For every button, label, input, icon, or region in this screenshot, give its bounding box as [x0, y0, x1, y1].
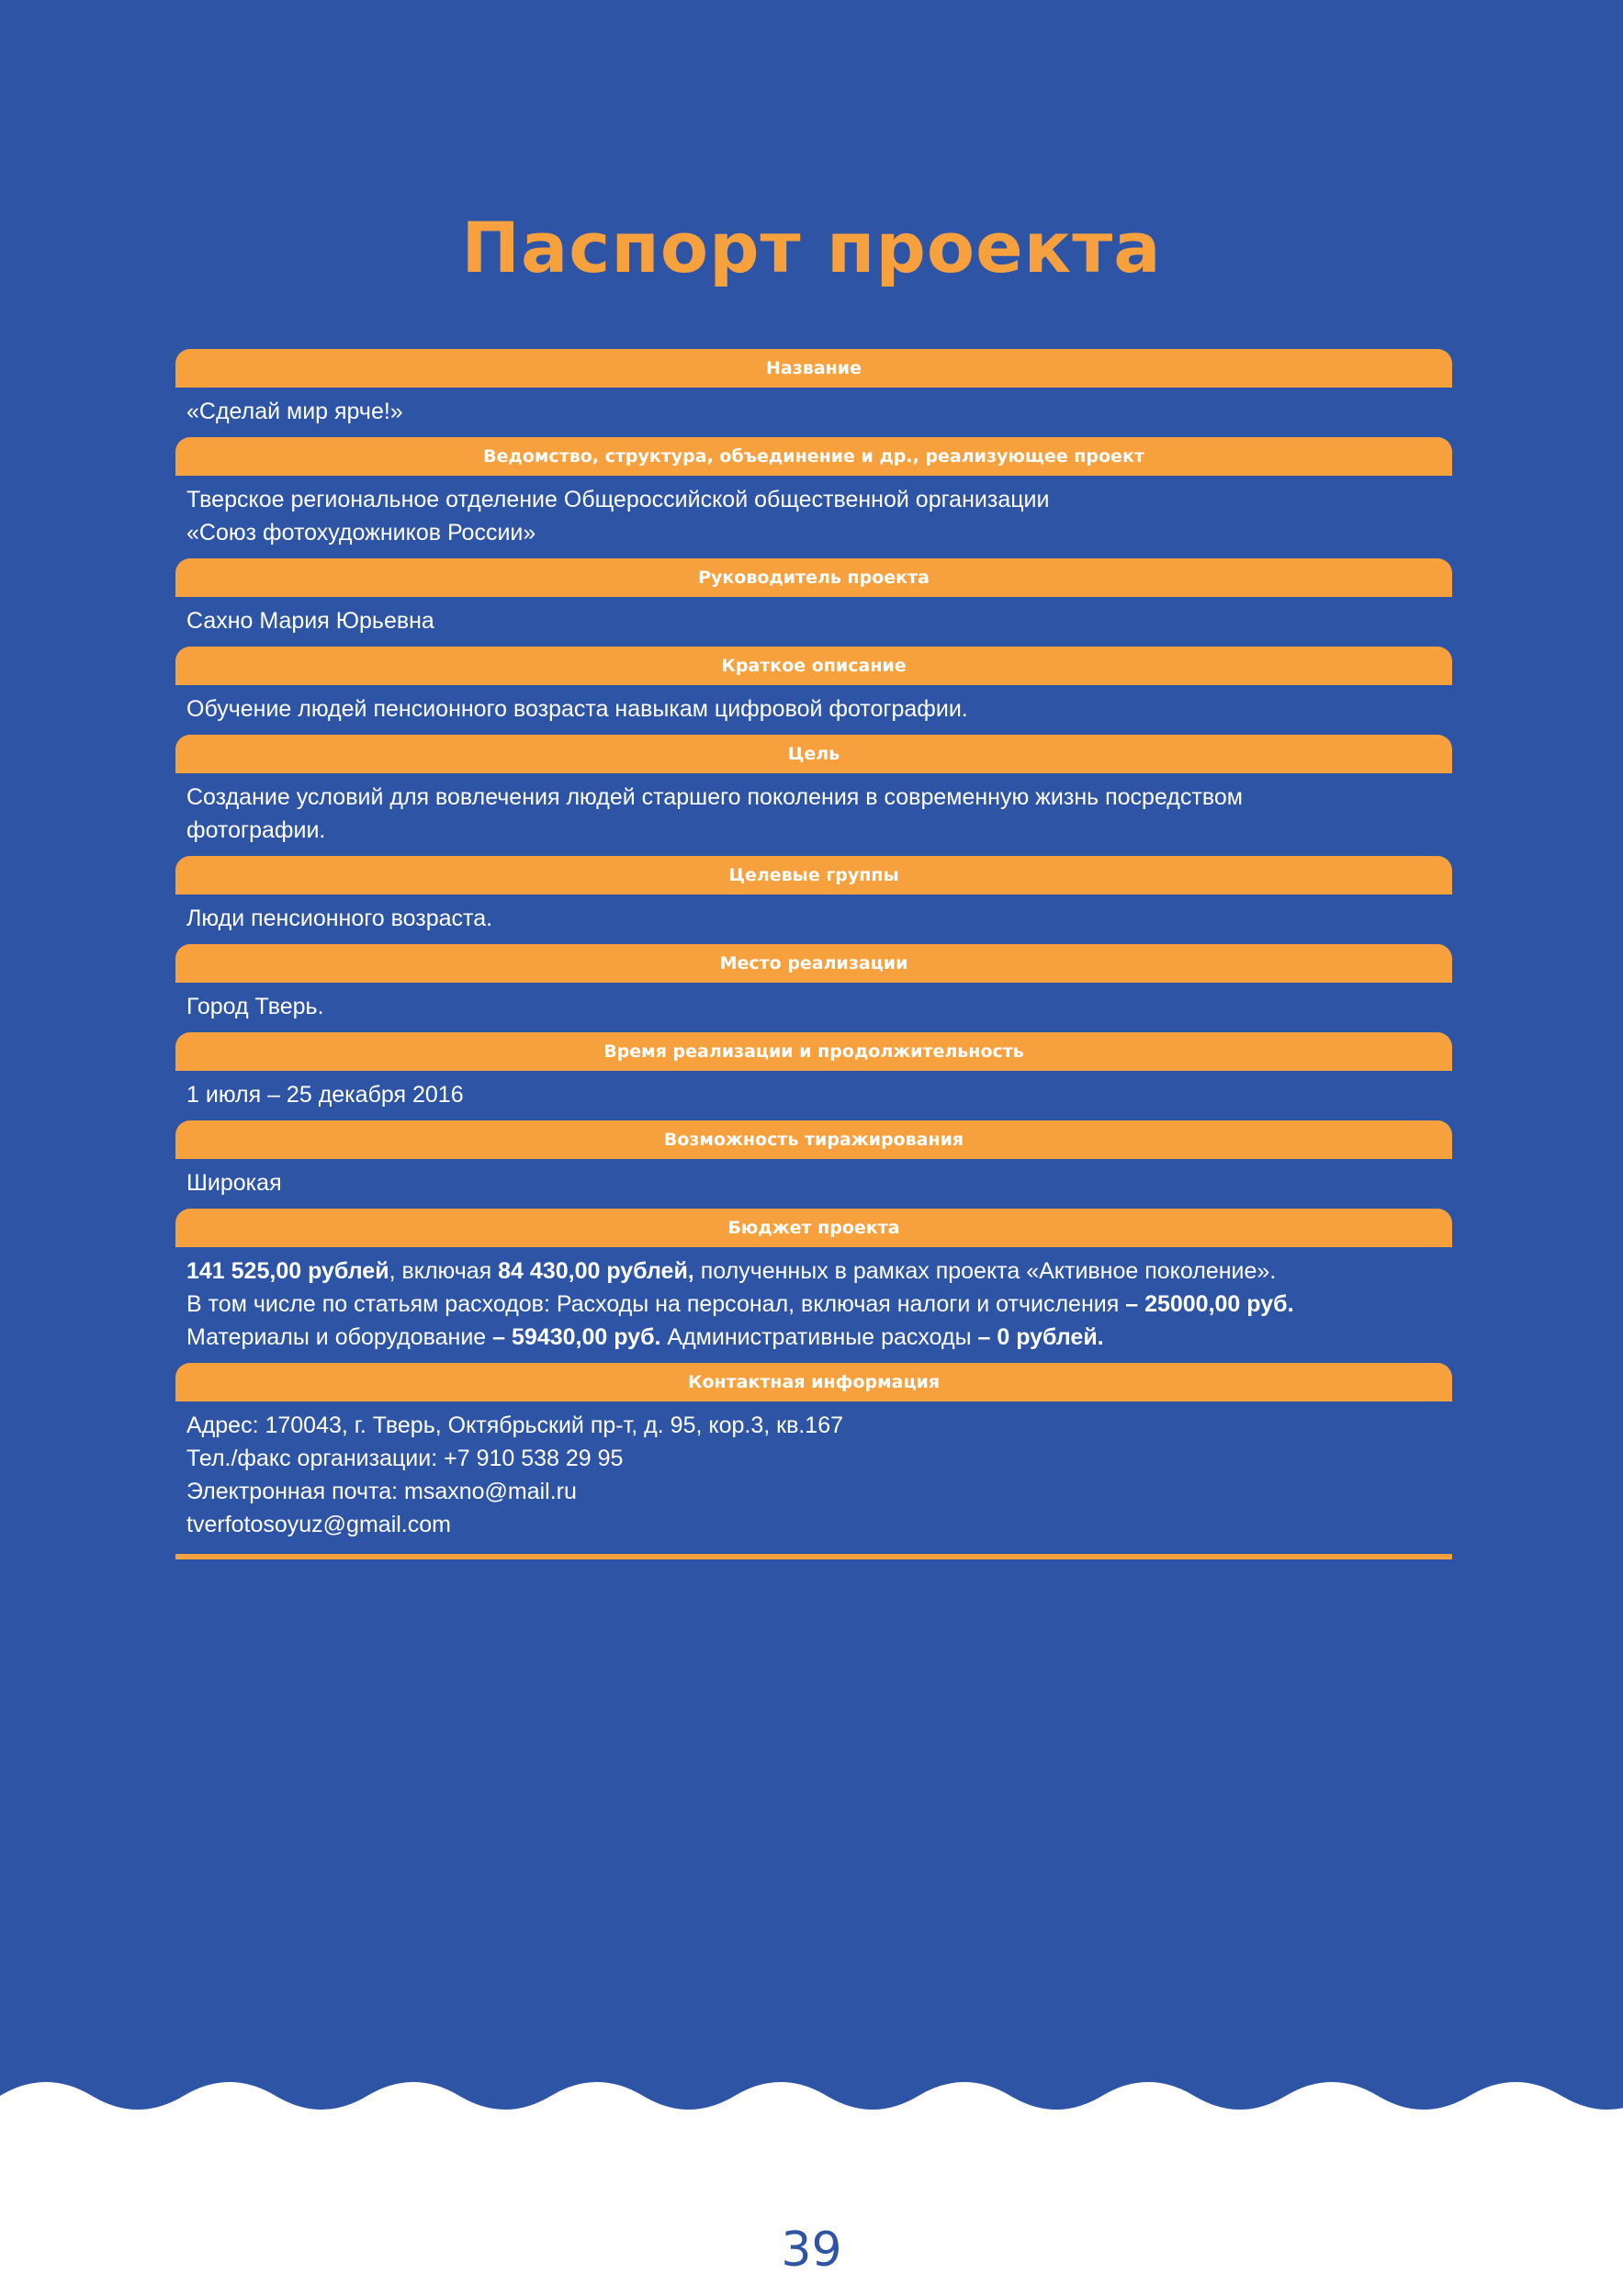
budget-total: 141 525,00 рублей [186, 1258, 389, 1284]
contacts-value [175, 1401, 1452, 1550]
organization-line-2: «Союз фотохудожников России» [186, 520, 536, 546]
contact-email-2: tverfotosoyuz@gmail.com [186, 1512, 451, 1537]
organization-line-1: Тверское региональное отделение Общероссийской общественной организации [186, 487, 1050, 512]
summary-value: Обучение людей пенсионного возраста навыкам цифровой фотографии. [186, 696, 968, 722]
section-header-name: Название [175, 349, 1452, 388]
page-number: 39 [781, 2223, 842, 2278]
table-bottom-line [175, 1554, 1452, 1559]
section-header-contacts: Контактная информация [175, 1363, 1452, 1401]
budget-admin-value: – 0 рублей. [977, 1324, 1104, 1350]
section-header-target-groups: Целевые группы [175, 856, 1452, 895]
budget-line-1 [186, 1255, 1441, 1288]
time-value: 1 июля – 25 декабря 2016 [186, 1082, 464, 1108]
contact-phone: Тел./факс организации: +7 910 538 29 95 [186, 1446, 624, 1471]
section-header-organization: Ведомство, структура, объединение и др., реализующее проект [175, 437, 1452, 476]
page-title: Паспорт проекта [461, 207, 1162, 288]
budget-line-2 [186, 1288, 1441, 1321]
budget-staff-label: В том числе по статьям расходов: Расходы на персонал, включая налоги и отчисления [186, 1291, 1126, 1317]
section-header-goal: Цель [175, 735, 1452, 773]
project-passport-table [175, 349, 1452, 1559]
section-header-time: Время реализации и продолжительность [175, 1032, 1452, 1071]
goal-line-2: фотографии. [186, 817, 326, 843]
place-value: Город Тверь. [186, 994, 324, 1019]
budget-line-3 [186, 1321, 1441, 1354]
budget-including: , включая [389, 1258, 499, 1284]
project-head-value: Сахно Мария Юрьевна [186, 608, 434, 634]
target-groups-value: Люди пенсионного возраста. [186, 906, 493, 931]
section-header-place: Место реализации [175, 944, 1452, 983]
budget-materials-value: – 59430,00 руб. [492, 1324, 661, 1350]
budget-admin-label: Административные расходы [660, 1324, 978, 1350]
wave-border [0, 2076, 1623, 2149]
budget-grant: 84 430,00 рублей, [498, 1258, 694, 1284]
budget-grant-rest: полученных в рамках проекта «Активное поколение». [693, 1258, 1277, 1284]
organization-value [175, 476, 1452, 558]
project-name-value: «Сделай мир ярче!» [186, 399, 403, 424]
contact-address: Адрес: 170043, г. Тверь, Октябрьский пр-т, д. 95, кор.3, кв.167 [186, 1412, 844, 1438]
budget-staff-value: – 25000,00 руб. [1125, 1291, 1294, 1317]
goal-line-1: Создание условий для вовлечения людей старшего поколения в современную жизнь посредством [186, 784, 1243, 810]
goal-value [175, 773, 1452, 856]
budget-value [175, 1247, 1452, 1363]
budget-materials-label: Материалы и оборудование [186, 1324, 493, 1350]
section-header-replication: Возможность тиражирования [175, 1120, 1452, 1159]
section-header-summary: Краткое описание [175, 647, 1452, 685]
contact-email: Электронная почта: msaxno@mail.ru [186, 1479, 577, 1504]
section-header-project-head: Руководитель проекта [175, 558, 1452, 597]
section-header-budget: Бюджет проекта [175, 1209, 1452, 1247]
replication-value: Широкая [186, 1170, 282, 1196]
